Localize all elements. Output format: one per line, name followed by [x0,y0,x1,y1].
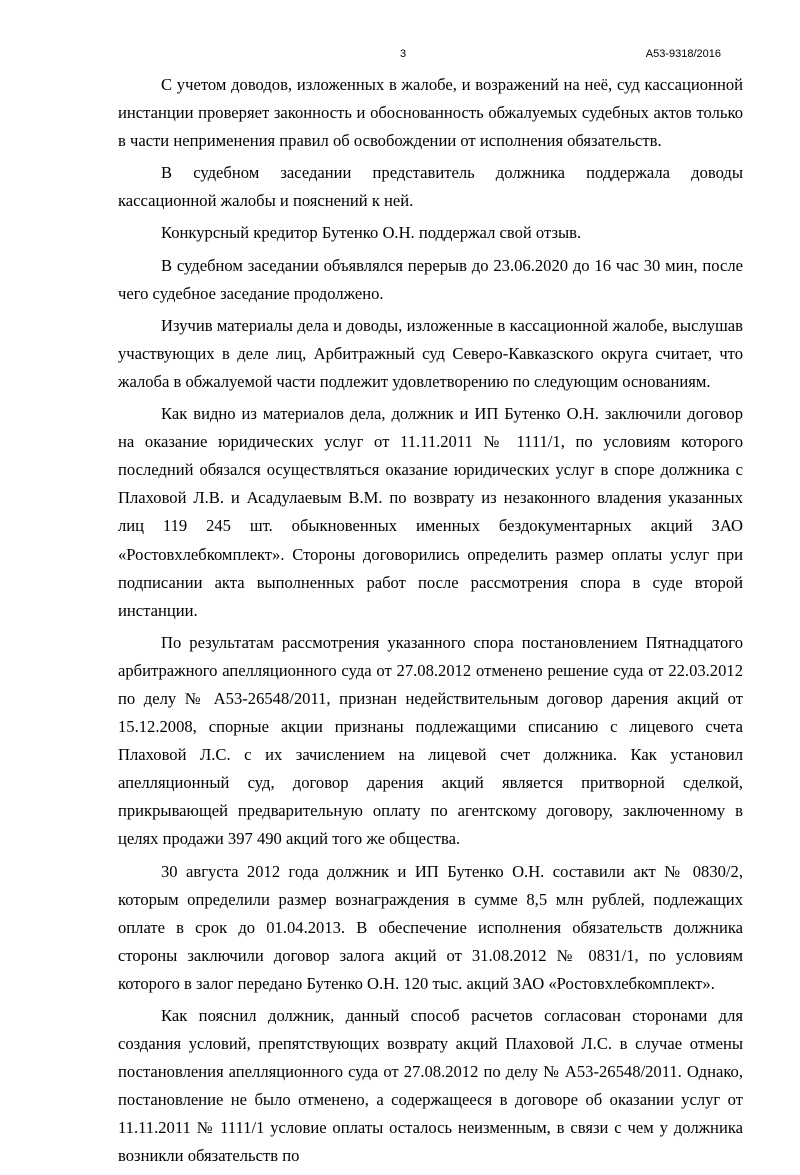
paragraph: 30 августа 2012 года должник и ИП Бутенко О.Н. составили акт № 0830/2, которым определили размер вознаграждения в сумме 8,5 млн рублей, подлежащих оплате в срок до 01.04.2013. В обеспечение исполнения обязательств должника стороны заключили договор залога акций от 31.08.2012 № 0831/1, по условиям которого в залог передано Бутенко О.Н. 120 тыс. акций ЗАО «Ростовхлебкомплект». [118,861,743,993]
paragraph: В судебном заседании представитель должника поддержала доводы кассационной жалобы и пояснений к ней. [118,163,743,211]
paragraph: В судебном заседании объявлялся перерыв до 23.06.2020 до 16 час 30 мин, после чего судебное заседание продолжено. [118,255,743,303]
paragraph: Конкурсный кредитор Бутенко О.Н. поддержал свой отзыв. [161,223,582,243]
paragraph: Как пояснил должник, данный способ расчетов согласован сторонами для создания условий, препятствующих возврату акций Плаховой Л.С. в случае отмены постановления апелляционного суда от 27.08.2012 по делу № А53-26548/2011. Однако, постановление не было отменено, а содержащееся в договоре об оказании услуг от 11.11.2011 № 1111/1 условие оплаты осталось неизменным, в связи с чем у должника возникли обязательств по [118,1006,743,1166]
paragraph: С учетом доводов, изложенных в жалобе, и возражений на неё, суд кассационной инстанции проверяет законность и обоснованность обжалуемых судебных актов только в части неприменения правил об освобождении от исполнения обязательств. [118,75,743,151]
page-number: 3 [400,48,407,60]
document-body [118,71,743,1175]
paragraph: По результатам рассмотрения указанного спора постановлением Пятнадцатого арбитражного апелляционного суда от 27.08.2012 отменено решение суда от 22.03.2012 по делу № А53-26548/2011, признан недействительным договор дарения акций от 15.12.2008, спорные акции признаны подлежащими списанию с лицевого счета Плаховой Л.С. с их зачислением на лицевой счет должника. Как установил апелляционный суд, договор дарения акций является притворной сделкой, прикрывающей предварительную оплату по агентскому договору, заключенному в целях продажи 397 490 акций того же общества. [118,632,743,849]
case-number: А53-9318/2016 [645,48,721,60]
paragraph: Как видно из материалов дела, должник и ИП Бутенко О.Н. заключили договор на оказание юридических услуг от 11.11.2011 № 1111/1, по условиям которого последний обязался осуществляться оказание юридических услуг в споре должника с Плаховой Л.В. и Асадулаевым В.М. по возврату из незаконного владения указанных лиц 119 245 шт. обыкновенных именных бездокументарных акций ЗАО «Ростовхлебкомплект». Стороны договорились определить размер оплаты услуг при подписании акта выполненных работ после рассмотрения спора в суде второй инстанции. [118,404,743,620]
paragraph: Изучив материалы дела и доводы, изложенные в кассационной жалобе, выслушав участвующих в деле лиц, Арбитражный суд Северо-Кавказского округа считает, что жалоба в обжалуемой части подлежит удовлетворению по следующим основаниям. [118,315,743,391]
